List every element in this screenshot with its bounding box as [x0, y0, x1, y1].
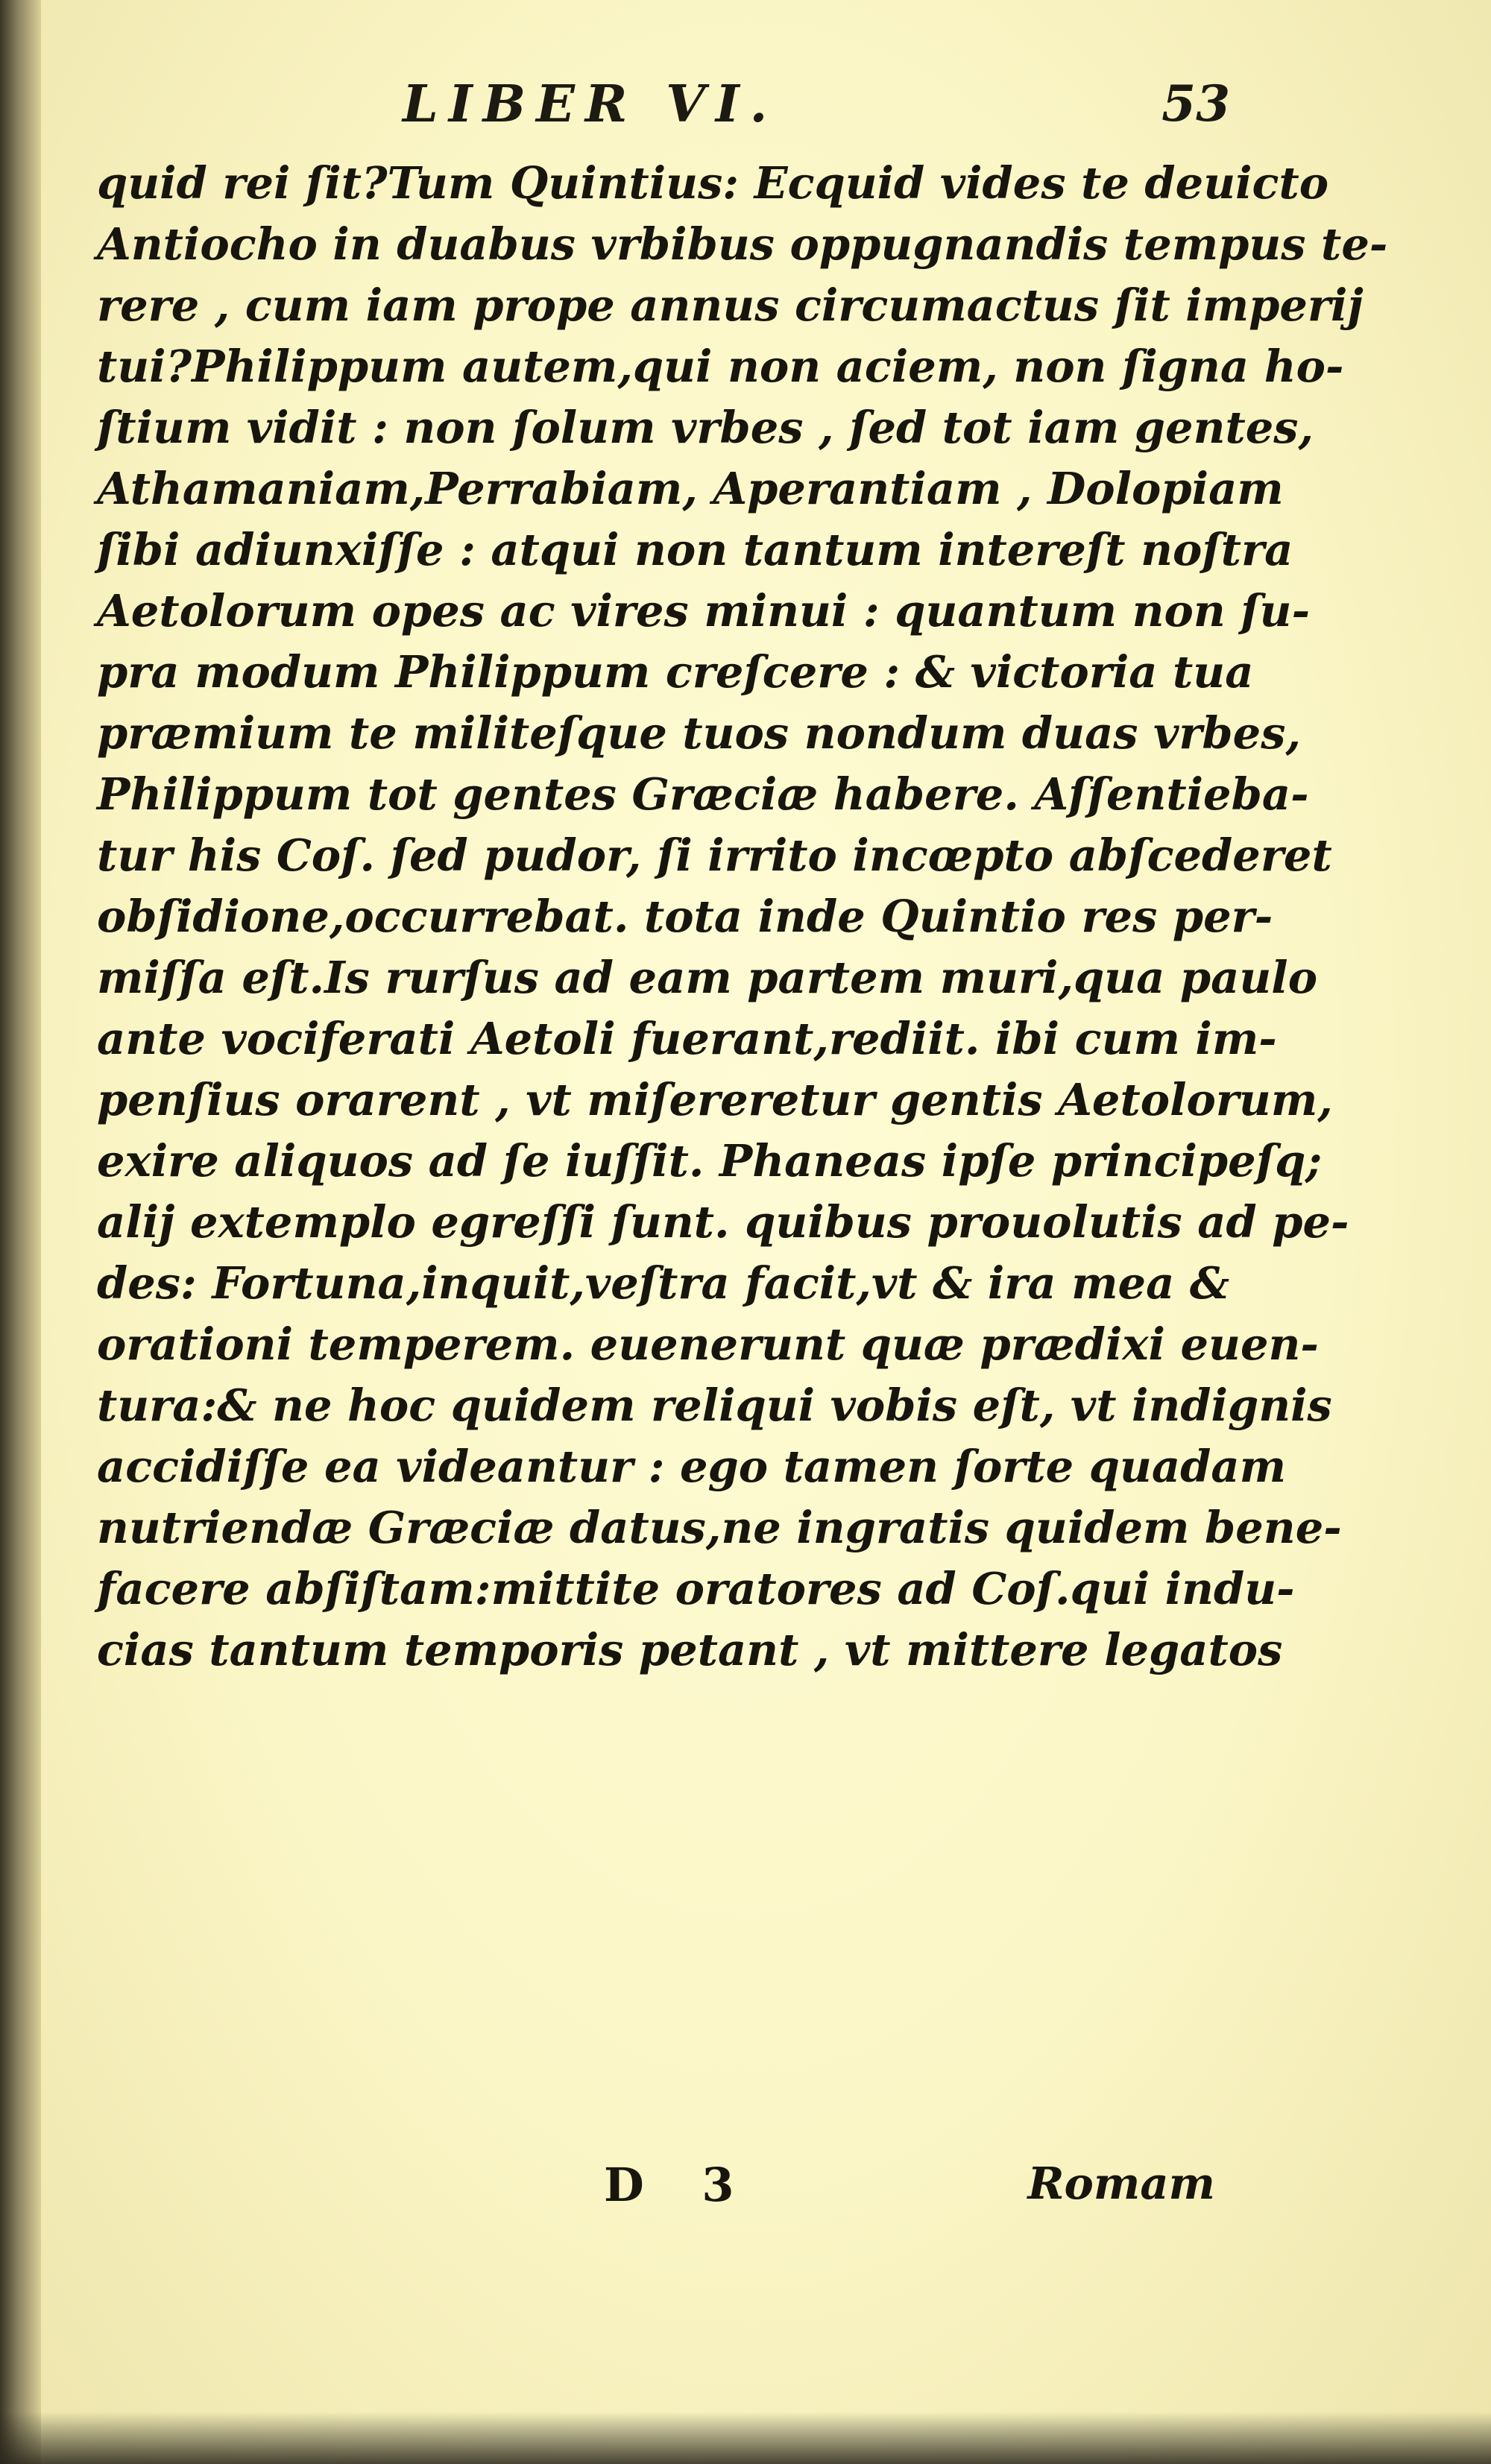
- page-gutter: [0, 0, 41, 2464]
- text-line: ſtium vidit : non ſolum vrbes , ſed tot iam gentes,: [97, 402, 1314, 453]
- catchword: Romam: [1027, 2158, 1215, 2209]
- text-line: ſibi adiunxiſſe : atqui non tantum intereſt noſtra: [97, 524, 1293, 575]
- text-line: pra modum Philippum creſcere : & victoria tua: [97, 646, 1254, 698]
- scan-bottom-edge: [0, 2412, 1491, 2464]
- text-line: facere abſiſtam:mittite oratores ad Coſ.qui indu-: [97, 1563, 1295, 1614]
- text-line: orationi temperem. euenerunt quæ prædixi euen-: [97, 1318, 1319, 1370]
- text-line: Aetolorum opes ac vires minui : quantum non ſu-: [97, 585, 1311, 636]
- text-line: Antiocho in duabus vrbibus oppugnandis tempus te-: [97, 218, 1388, 270]
- page-header: [97, 75, 1230, 142]
- body-text: [97, 153, 1388, 1681]
- text-line: quid rei ſit?Tum Quintius: Ecquid vides te deuicto: [97, 157, 1329, 209]
- text-line: nutriendæ Græciæ datus,ne ingratis quidem bene-: [97, 1502, 1342, 1553]
- text-line: præmium te militeſque tuos nondum duas vrbes,: [97, 707, 1301, 759]
- text-line: tur his Coſ. ſed pudor, ſi irrito incœpto abſcederet: [97, 830, 1332, 881]
- page-number: 53: [1161, 75, 1230, 133]
- text-line: Athamaniam,Perrabiam, Aperantiam , Dolopiam: [97, 463, 1284, 514]
- text-line: alij extemplo egreſſi ſunt. quibus prouolutis ad pe-: [97, 1196, 1349, 1248]
- text-line: tui?Philippum autem,qui non aciem, non ſigna ho-: [97, 341, 1344, 392]
- text-line: Philippum tot gentes Græciæ habere. Aſſentieba-: [97, 768, 1309, 820]
- text-line: des: Fortuna,inquit,veſtra facit,vt & ira mea &: [97, 1257, 1230, 1309]
- text-line: rere , cum iam prope annus circumactus ſit imperij: [97, 279, 1364, 331]
- page-footer: [97, 2158, 1215, 2225]
- text-line: cias tantum temporis petant , vt mittere legatos: [97, 1624, 1283, 1675]
- text-line: exire aliquos ad ſe iuſſit. Phaneas ipſe principeſq;: [97, 1135, 1323, 1187]
- text-line: accidiſſe ea videantur : ego tamen ſorte quadam: [97, 1441, 1287, 1492]
- text-line: tura:& ne hoc quidem reliqui vobis eſt, vt indignis: [97, 1380, 1332, 1431]
- text-line: penſius orarent , vt miſereretur gentis Aetolorum,: [97, 1074, 1333, 1125]
- signature-mark: D 3: [604, 2158, 755, 2212]
- text-line: ante vociferati Aetoli fuerant,rediit. ibi cum im-: [97, 1013, 1277, 1064]
- running-head: LIBER VI.: [403, 75, 778, 134]
- text-line: miſſa eſt.Is rurſus ad eam partem muri,qua paulo: [97, 952, 1318, 1003]
- text-line: obſidione,occurrebat. tota inde Quintio res per-: [97, 891, 1273, 942]
